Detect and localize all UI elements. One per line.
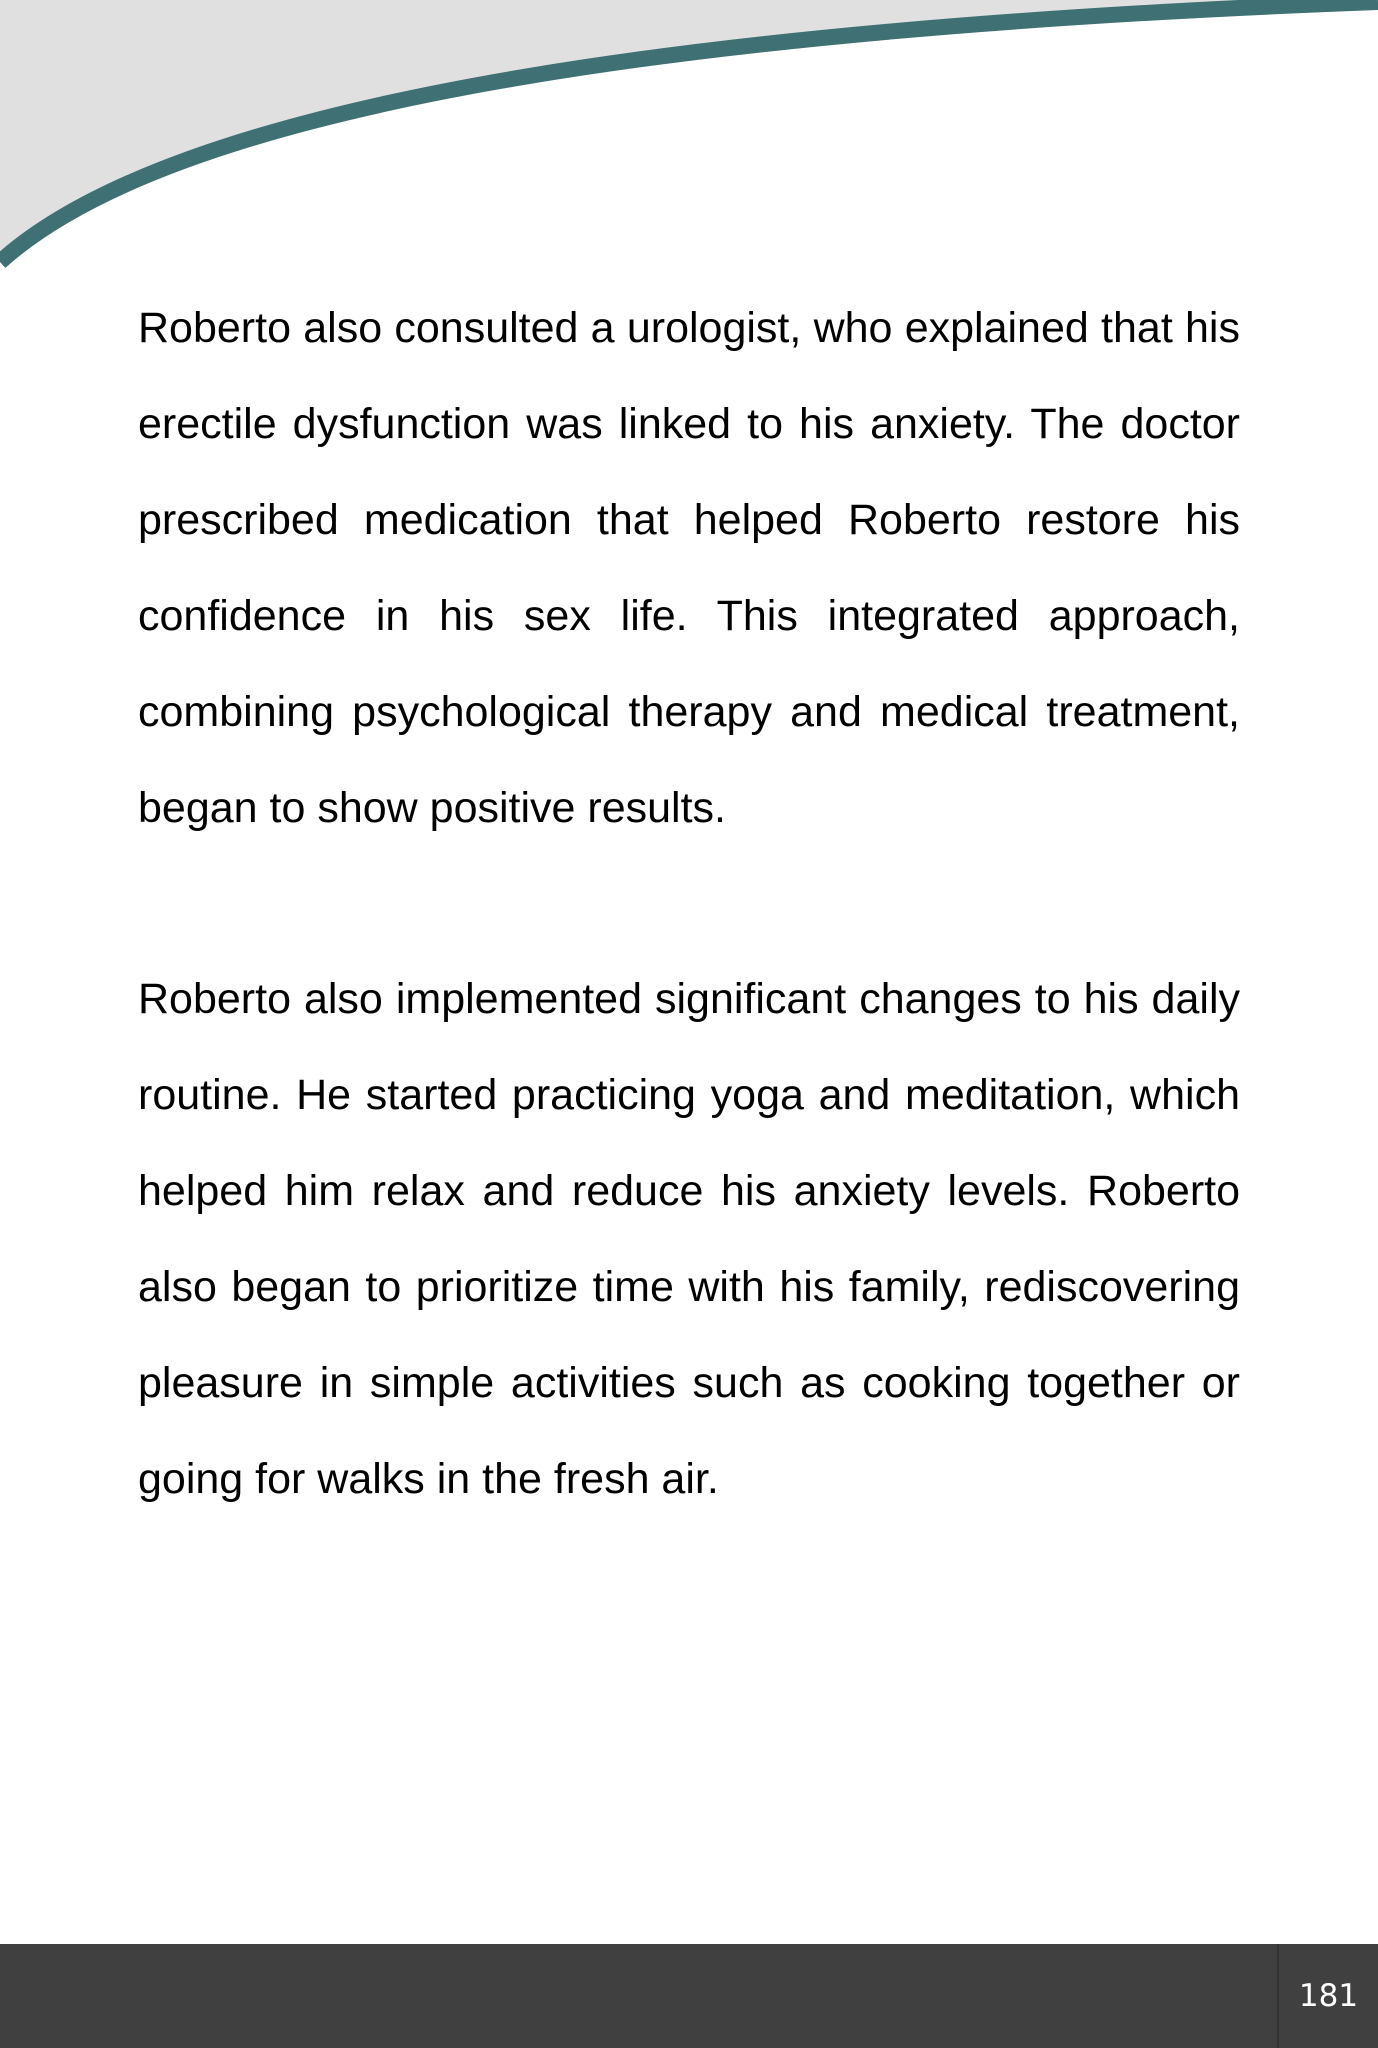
- paragraph-urologist: Roberto also consulted a urologist, who explained that his erectile dysfunction was linked to his anxiety. The doctor prescribed medication that helped Roberto restore his confidence in his sex life. This integrated approach, combining psychological therapy and medical treatment, began to show positive results.: [138, 304, 1240, 832]
- page-number: 181: [1277, 1944, 1378, 2048]
- paragraph-daily-routine: Roberto also implemented significant changes to his daily routine. He started practicing yoga and meditation, which helped him relax and reduce his anxiety levels. Roberto also began to prioritize time with his family, rediscovering pleasure in simple activities such as cooking together or going for walks in the fresh air.: [138, 975, 1240, 1503]
- page-content: [138, 280, 1240, 1527]
- footer-bar: [0, 1944, 1378, 2048]
- header-gray-panel: [0, 0, 1378, 262]
- header-decoration: [0, 0, 1378, 300]
